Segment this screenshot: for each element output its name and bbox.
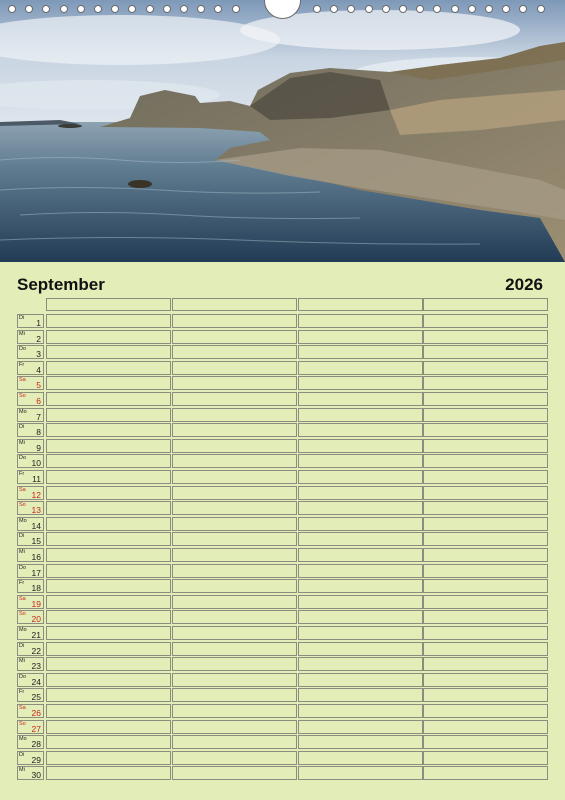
day-label-cell [17, 454, 44, 468]
day-number: 27 [31, 723, 41, 734]
day-row [17, 361, 548, 377]
entry-cell[interactable] [298, 579, 423, 593]
day-number: 2 [36, 333, 41, 344]
day-label-cell [17, 470, 44, 484]
entry-cell[interactable] [172, 376, 297, 390]
entry-cell[interactable] [172, 688, 297, 702]
entry-cell[interactable] [172, 361, 297, 375]
entry-cell[interactable] [46, 330, 171, 344]
day-number: 12 [31, 489, 41, 500]
year-title: 2026 [505, 275, 543, 294]
entry-cell[interactable] [423, 564, 548, 578]
day-row [17, 657, 548, 673]
column-header[interactable] [46, 298, 171, 311]
entry-cell[interactable] [423, 626, 548, 640]
entry-cell[interactable] [46, 376, 171, 390]
entry-cell[interactable] [172, 642, 297, 656]
entry-cell[interactable] [423, 454, 548, 468]
entry-cell[interactable] [423, 595, 548, 609]
day-number: 19 [31, 598, 41, 609]
entry-cell[interactable] [172, 766, 297, 780]
entry-cell[interactable] [298, 330, 423, 344]
entry-cell[interactable] [46, 751, 171, 765]
day-number: 28 [31, 739, 41, 750]
coastline-illustration [0, 0, 565, 262]
binding-hole [468, 5, 476, 13]
column-header[interactable] [298, 298, 423, 311]
day-number: 30 [31, 770, 41, 781]
day-row [17, 423, 548, 439]
day-row [17, 626, 548, 642]
entry-cell[interactable] [298, 766, 423, 780]
day-label-cell [17, 439, 44, 453]
entry-cell[interactable] [298, 642, 423, 656]
weekday-label: Fr [19, 471, 25, 477]
day-number: 20 [31, 614, 41, 625]
entry-cell[interactable] [298, 610, 423, 624]
day-number: 4 [36, 364, 41, 375]
entry-cell[interactable] [46, 501, 171, 515]
entry-cell[interactable] [423, 532, 548, 546]
entry-cell[interactable] [172, 439, 297, 453]
entry-cell[interactable] [423, 486, 548, 500]
day-row [17, 688, 548, 704]
entry-cell[interactable] [172, 517, 297, 531]
entry-cell[interactable] [423, 704, 548, 718]
binding-hole [416, 5, 424, 13]
day-number: 22 [31, 645, 41, 656]
binding-hole [8, 5, 16, 13]
entry-cell[interactable] [46, 595, 171, 609]
month-title: September [17, 275, 105, 294]
entry-cell[interactable] [172, 345, 297, 359]
weekday-label: Di [19, 533, 25, 540]
weekday-label: Fr [19, 580, 25, 587]
weekday-label: Fr [19, 689, 25, 696]
entry-cell[interactable] [423, 657, 548, 671]
entry-cell[interactable] [298, 439, 423, 453]
entry-cell[interactable] [46, 735, 171, 749]
entry-cell[interactable] [46, 579, 171, 593]
binding-hole [180, 5, 188, 13]
entry-cell[interactable] [298, 688, 423, 702]
entry-cell[interactable] [46, 345, 171, 359]
entry-cell[interactable] [46, 610, 171, 624]
entry-cell[interactable] [172, 751, 297, 765]
binding-hole [519, 5, 527, 13]
day-number: 26 [31, 708, 41, 718]
entry-cell[interactable] [172, 657, 297, 671]
day-label-cell [17, 720, 44, 734]
weekday-label: So [19, 502, 26, 509]
day-number: 18 [31, 583, 41, 594]
day-number: 8 [36, 427, 41, 438]
day-label-cell [17, 688, 44, 702]
day-row [17, 673, 548, 689]
day-label-cell [17, 564, 44, 578]
day-number: 23 [31, 661, 41, 672]
day-number: 9 [36, 442, 41, 453]
entry-cell[interactable] [298, 548, 423, 562]
entry-cell[interactable] [298, 501, 423, 515]
entry-cell[interactable] [298, 470, 423, 484]
entry-cell[interactable] [423, 673, 548, 687]
weekday-label: Mi [19, 658, 25, 665]
binding-hole [330, 5, 338, 13]
day-label-cell [17, 657, 44, 671]
day-number: 24 [31, 676, 41, 687]
day-row [17, 486, 548, 502]
day-label-cell [17, 408, 44, 422]
entry-cell[interactable] [172, 673, 297, 687]
entry-cell[interactable] [298, 564, 423, 578]
binding-hole [128, 5, 136, 13]
entry-cell[interactable] [46, 704, 171, 718]
entry-cell[interactable] [46, 673, 171, 687]
binding-hole [232, 5, 240, 13]
entry-cell[interactable] [423, 751, 548, 765]
day-row [17, 720, 548, 736]
day-label-cell [17, 548, 44, 562]
day-label-cell [17, 751, 44, 765]
day-number: 13 [31, 505, 41, 516]
day-number: 10 [31, 458, 41, 469]
day-label-cell [17, 610, 44, 624]
day-number: 21 [31, 630, 41, 640]
day-number: 5 [36, 380, 41, 391]
entry-cell[interactable] [298, 751, 423, 765]
binding-hole [451, 5, 459, 13]
day-row [17, 408, 548, 424]
entry-cell[interactable] [298, 735, 423, 749]
day-label-cell [17, 486, 44, 500]
day-row [17, 345, 548, 361]
binding-hole [313, 5, 321, 13]
day-row [17, 470, 548, 486]
binding-hole [537, 5, 545, 13]
column-header[interactable] [423, 298, 548, 311]
weekday-label: So [19, 611, 26, 618]
binding-hole [94, 5, 102, 13]
entry-cell[interactable] [298, 408, 423, 422]
day-label-cell [17, 501, 44, 515]
entry-cell[interactable] [46, 470, 171, 484]
day-row [17, 595, 548, 611]
day-row [17, 704, 548, 720]
day-row [17, 439, 548, 455]
entry-cell[interactable] [172, 408, 297, 422]
binding-hole [433, 5, 441, 13]
column-header[interactable] [172, 298, 297, 311]
entry-cell[interactable] [298, 314, 423, 328]
entry-cell[interactable] [46, 688, 171, 702]
entry-cell[interactable] [172, 564, 297, 578]
binding-hole [146, 5, 154, 13]
day-label-cell [17, 392, 44, 406]
entry-cell[interactable] [172, 314, 297, 328]
day-label-cell [17, 361, 44, 375]
coastline-photo [0, 0, 565, 262]
weekday-label: Do [19, 673, 27, 680]
entry-cell[interactable] [298, 517, 423, 531]
entry-cell[interactable] [423, 517, 548, 531]
entry-cell[interactable] [298, 454, 423, 468]
entry-cell[interactable] [423, 548, 548, 562]
spiral-binding [0, 0, 565, 20]
day-row [17, 735, 548, 751]
day-row [17, 766, 548, 782]
weekday-label: Sa [19, 705, 26, 711]
entry-cell[interactable] [46, 532, 171, 546]
entry-cell[interactable] [298, 657, 423, 671]
weekday-label: Sa [19, 486, 26, 493]
entry-cell[interactable] [423, 361, 548, 375]
weekday-label: So [19, 393, 26, 399]
day-row [17, 610, 548, 626]
weekday-label: Do [19, 564, 27, 571]
entry-cell[interactable] [46, 486, 171, 500]
entry-cell[interactable] [172, 704, 297, 718]
day-number: 16 [31, 552, 41, 562]
day-label-cell [17, 423, 44, 437]
day-label-cell [17, 532, 44, 546]
entry-cell[interactable] [423, 408, 548, 422]
weekday-label: Mo [19, 736, 27, 743]
entry-cell[interactable] [172, 486, 297, 500]
weekday-label: Mi [19, 767, 25, 774]
entry-cell[interactable] [423, 735, 548, 749]
entry-cell[interactable] [298, 423, 423, 437]
day-label-cell [17, 626, 44, 640]
day-label-cell [17, 704, 44, 718]
entry-cell[interactable] [423, 470, 548, 484]
binding-hole [214, 5, 222, 13]
day-row [17, 454, 548, 470]
day-row [17, 517, 548, 533]
entry-cell[interactable] [298, 720, 423, 734]
day-row [17, 392, 548, 408]
entry-cell[interactable] [172, 454, 297, 468]
entry-cell[interactable] [46, 642, 171, 656]
day-row [17, 532, 548, 548]
entry-cell[interactable] [46, 548, 171, 562]
day-row [17, 564, 548, 580]
binding-hole [347, 5, 355, 13]
entry-cell[interactable] [423, 579, 548, 593]
entry-cell[interactable] [172, 595, 297, 609]
weekday-label: Mi [19, 330, 25, 337]
entry-cell[interactable] [46, 766, 171, 780]
day-label-cell [17, 735, 44, 749]
weekday-label: So [19, 720, 26, 727]
day-row [17, 642, 548, 658]
weekday-label: Di [19, 642, 25, 649]
entry-cell[interactable] [298, 486, 423, 500]
weekday-label: Di [19, 751, 25, 758]
day-row [17, 548, 548, 564]
entry-cell[interactable] [423, 688, 548, 702]
entry-cell[interactable] [172, 735, 297, 749]
entry-cell[interactable] [298, 595, 423, 609]
entry-cell[interactable] [298, 532, 423, 546]
entry-cell[interactable] [172, 501, 297, 515]
entry-cell[interactable] [298, 673, 423, 687]
entry-cell[interactable] [298, 626, 423, 640]
day-label-cell [17, 314, 44, 328]
day-number: 6 [36, 396, 41, 406]
binding-hole [111, 5, 119, 13]
entry-cell[interactable] [46, 314, 171, 328]
day-row [17, 376, 548, 392]
weekday-label: Do [19, 346, 27, 353]
day-number: 7 [36, 411, 41, 422]
day-label-cell [17, 766, 44, 780]
entry-cell[interactable] [172, 548, 297, 562]
entry-cell[interactable] [172, 720, 297, 734]
entry-cell[interactable] [46, 626, 171, 640]
day-number: 14 [31, 520, 41, 531]
day-row [17, 330, 548, 346]
binding-hole [42, 5, 50, 13]
binding-hole [399, 5, 407, 13]
day-label-cell [17, 345, 44, 359]
entry-cell[interactable] [298, 704, 423, 718]
entry-cell[interactable] [172, 392, 297, 406]
entry-cell[interactable] [172, 330, 297, 344]
entry-cell[interactable] [46, 439, 171, 453]
entry-cell[interactable] [46, 423, 171, 437]
day-number: 29 [31, 754, 41, 765]
day-row [17, 751, 548, 767]
entry-cell[interactable] [46, 720, 171, 734]
entry-cell[interactable] [172, 610, 297, 624]
binding-hole [365, 5, 373, 13]
day-label-cell [17, 673, 44, 687]
entry-cell[interactable] [172, 626, 297, 640]
day-number: 11 [32, 474, 41, 484]
day-number: 15 [31, 536, 41, 547]
entry-cell[interactable] [423, 314, 548, 328]
binding-hole [197, 5, 205, 13]
entry-cell[interactable] [423, 439, 548, 453]
day-label-cell [17, 517, 44, 531]
entry-cell[interactable] [46, 392, 171, 406]
weekday-label: Di [19, 315, 25, 321]
entry-cell[interactable] [46, 564, 171, 578]
weekday-label: Sa [19, 377, 26, 384]
entry-cell[interactable] [172, 579, 297, 593]
binding-hole [77, 5, 85, 13]
entry-cell[interactable] [423, 610, 548, 624]
weekday-label: Mo [19, 408, 27, 415]
entry-cell[interactable] [423, 766, 548, 780]
entry-cell[interactable] [172, 423, 297, 437]
entry-cell[interactable] [46, 408, 171, 422]
day-label-cell [17, 330, 44, 344]
entry-cell[interactable] [423, 501, 548, 515]
entry-cell[interactable] [172, 470, 297, 484]
entry-cell[interactable] [46, 454, 171, 468]
day-label-cell [17, 642, 44, 656]
binding-hole [382, 5, 390, 13]
day-label-cell [17, 595, 44, 609]
weekday-label: Sa [19, 595, 26, 602]
entry-cell[interactable] [46, 657, 171, 671]
day-row [17, 314, 548, 330]
binding-hole [163, 5, 171, 13]
weekday-label: Do [19, 455, 27, 462]
day-row [17, 579, 548, 595]
entry-cell[interactable] [423, 345, 548, 359]
entry-cell[interactable] [423, 720, 548, 734]
entry-cell[interactable] [423, 330, 548, 344]
entry-cell[interactable] [46, 517, 171, 531]
weekday-label: Di [19, 424, 25, 431]
weekday-label: Mo [19, 627, 27, 633]
entry-cell[interactable] [298, 361, 423, 375]
binding-hole [485, 5, 493, 13]
day-label-cell [17, 376, 44, 390]
day-label-cell [17, 579, 44, 593]
entry-cell[interactable] [423, 392, 548, 406]
day-number: 25 [31, 692, 41, 703]
entry-cell[interactable] [423, 423, 548, 437]
entry-cell[interactable] [172, 532, 297, 546]
entry-cell[interactable] [423, 376, 548, 390]
weekday-label: Mi [19, 549, 25, 555]
weekday-label: Fr [19, 361, 25, 368]
entry-cell[interactable] [46, 361, 171, 375]
entry-cell[interactable] [298, 345, 423, 359]
binding-hole [25, 5, 33, 13]
entry-cell[interactable] [423, 642, 548, 656]
weekday-label: Mi [19, 439, 25, 446]
entry-cell[interactable] [298, 376, 423, 390]
day-number: 1 [36, 318, 41, 328]
binding-hole [60, 5, 68, 13]
day-number: 3 [36, 349, 41, 360]
day-row [17, 501, 548, 517]
binding-hole [502, 5, 510, 13]
weekday-label: Mo [19, 517, 27, 524]
day-number: 17 [31, 567, 41, 578]
hanger-hole [264, 0, 301, 19]
entry-cell[interactable] [298, 392, 423, 406]
